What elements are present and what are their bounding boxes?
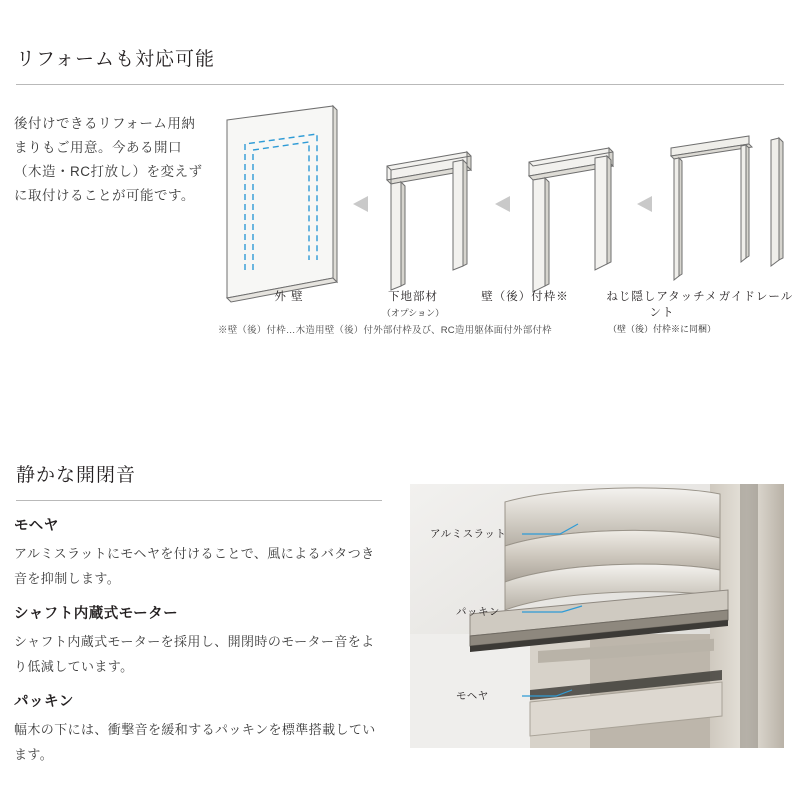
label-base-sub: （オプション）: [381, 308, 445, 318]
wall-after-frame: [529, 148, 613, 292]
callout-label-packing: パッキン: [456, 606, 500, 618]
feature-text: シャフト内蔵式モーターを採用し、開閉時のモーター音をより低減しています。: [14, 634, 375, 674]
base-material: [387, 152, 471, 290]
feature-heading: パッキン: [14, 694, 74, 710]
feature-block-motor: [14, 602, 386, 679]
section-reform-divider: [16, 84, 784, 85]
section-reform-title: リフォームも対応可能: [16, 49, 216, 70]
section-quiet-divider: [16, 500, 382, 501]
wall-panel: [227, 106, 337, 302]
callout-label-aluminum-slat: アルミスラット: [430, 528, 507, 540]
feature-text: アルミスラットにモヘヤを付けることで、風によるバタつき音を抑制します。: [14, 546, 375, 586]
feature-block-packing: [14, 690, 386, 767]
arrow-left-3: [637, 196, 652, 212]
arrow-left-2: [495, 196, 510, 212]
section-quiet-title: 静かな開閉音: [16, 465, 137, 486]
label-attachment: [602, 288, 722, 335]
label-wall-after-frame: 壁（後）付枠※: [481, 291, 569, 303]
label-attachment-sub: （壁（後）付枠※に同梱）: [607, 324, 716, 334]
section-reform-body: 後付けできるリフォーム用納まりもご用意。今ある開口（木造・RC打放し）を変えずに取付けることが可能です。: [14, 116, 203, 203]
feature-block-moheya: [14, 514, 386, 591]
label-guide-rail: ガイドレール: [718, 291, 794, 303]
arrow-left-1: [353, 196, 368, 212]
feature-text: 幅木の下には、衝撃音を緩和するパッキンを標準搭載しています。: [14, 722, 376, 762]
feature-heading: シャフト内蔵式モーター: [14, 606, 179, 622]
feature-heading: モヘヤ: [14, 518, 59, 534]
reform-footnote: ※壁（後）付枠…木造用壁（後）付外部付枠及び、RC造用躯体面付外部付枠: [218, 325, 552, 336]
screw-cover-attachment: [671, 136, 752, 280]
label-wall: 外 壁: [274, 291, 304, 303]
label-attachment-main: ねじ隠しアタッチメント: [606, 291, 718, 319]
callout-label-moheya: モヘヤ: [456, 690, 489, 702]
product-photo: [410, 484, 784, 748]
label-base-main: 下地部材: [388, 291, 438, 303]
guide-rail: [771, 138, 783, 266]
section-quiet: [0, 412, 800, 800]
label-base: [358, 288, 468, 319]
